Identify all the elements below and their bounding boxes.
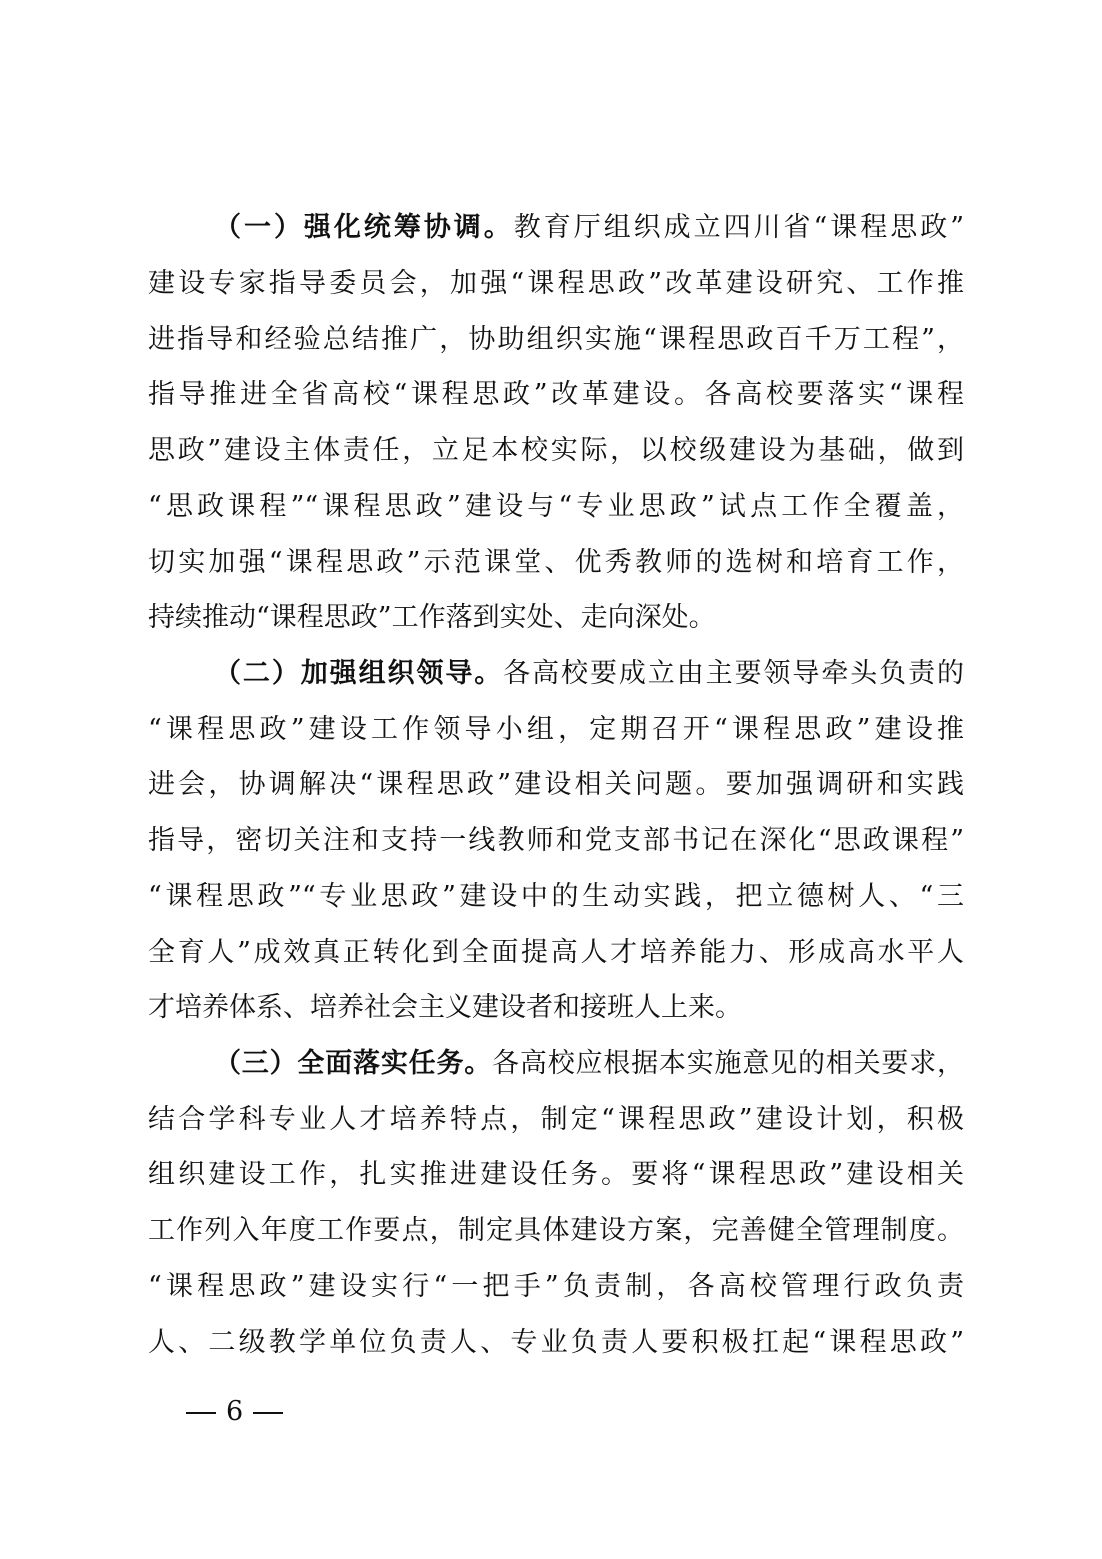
paragraph-1-line-2: 建设专家指导委员会，加强“课程思政”改革建设研究、工作推 <box>148 268 964 299</box>
paragraph-1-line-1 <box>214 208 964 248</box>
paragraph-2-line-4: 指导，密切关注和支持一线教师和党支部书记在深化“思政课程” <box>148 825 964 856</box>
paragraph-2-line-3: 进会，协调解决“课程思政”建设相关问题。要加强调研和实践 <box>148 769 964 800</box>
paragraph-2-line-1 <box>214 654 964 694</box>
paragraph-3-heading: （三）全面落实任务。 <box>214 1048 493 1079</box>
paragraph-1-text: 教育厅组织成立四川省“课程思政” <box>513 212 965 243</box>
paragraph-1-line-6: “思政课程”“课程思政”建设与“专业思政”试点工作全覆盖， <box>148 491 964 522</box>
paragraph-2-heading: （二）加强组织领导。 <box>214 658 504 689</box>
paragraph-2-line-5: “课程思政”“专业思政”建设中的生动实践，把立德树人、“三 <box>148 881 964 912</box>
paragraph-2-text: 各高校要成立由主要领导牵头负责的 <box>503 658 965 689</box>
paragraph-1-line-4: 指导推进全省高校“课程思政”改革建设。各高校要落实“课程 <box>148 379 964 410</box>
page-number-left-dash <box>186 1412 216 1414</box>
page-number-value: 6 <box>226 1396 244 1427</box>
paragraph-1-line-5: 思政”建设主体责任，立足本校实际，以校级建设为基础，做到 <box>148 435 964 466</box>
paragraph-1-line-3: 进指导和经验总结推广，协助组织实施“课程思政百千万工程”， <box>148 324 964 355</box>
paragraph-3-line-1 <box>214 1044 964 1084</box>
paragraph-1-heading: （一）强化统筹协调。 <box>214 212 514 243</box>
page-number-right-dash <box>253 1412 283 1414</box>
paragraph-2-line-2: “课程思政”建设工作领导小组，定期召开“课程思政”建设推 <box>148 714 964 745</box>
paragraph-3-text: 各高校应根据本实施意见的相关要求， <box>492 1048 965 1079</box>
paragraph-1-line-8: 持续推动“课程思政”工作落到实处、走向深处。 <box>148 602 716 633</box>
paragraph-1-line-7: 切实加强“课程思政”示范课堂、优秀教师的选树和培育工作， <box>148 547 964 578</box>
paragraph-3-line-6: 人、二级教学单位负责人、专业负责人要积极扛起“课程思政” <box>148 1327 964 1358</box>
paragraph-3-line-3: 组织建设工作，扎实推进建设任务。要将“课程思政”建设相关 <box>148 1159 964 1190</box>
paragraph-3-line-4: 工作列入年度工作要点，制定具体建设方案，完善健全管理制度。 <box>148 1215 964 1246</box>
paragraph-3-line-2: 结合学科专业人才培养特点，制定“课程思政”建设计划，积极 <box>148 1104 964 1135</box>
page-number <box>176 1392 293 1432</box>
paragraph-2-line-6: 全育人”成效真正转化到全面提高人才培养能力、形成高水平人 <box>148 937 964 968</box>
paragraph-3-line-5: “课程思政”建设实行“一把手”负责制，各高校管理行政负责 <box>148 1271 964 1302</box>
paragraph-2-line-7: 才培养体系、培养社会主义建设者和接班人上来。 <box>148 992 742 1023</box>
